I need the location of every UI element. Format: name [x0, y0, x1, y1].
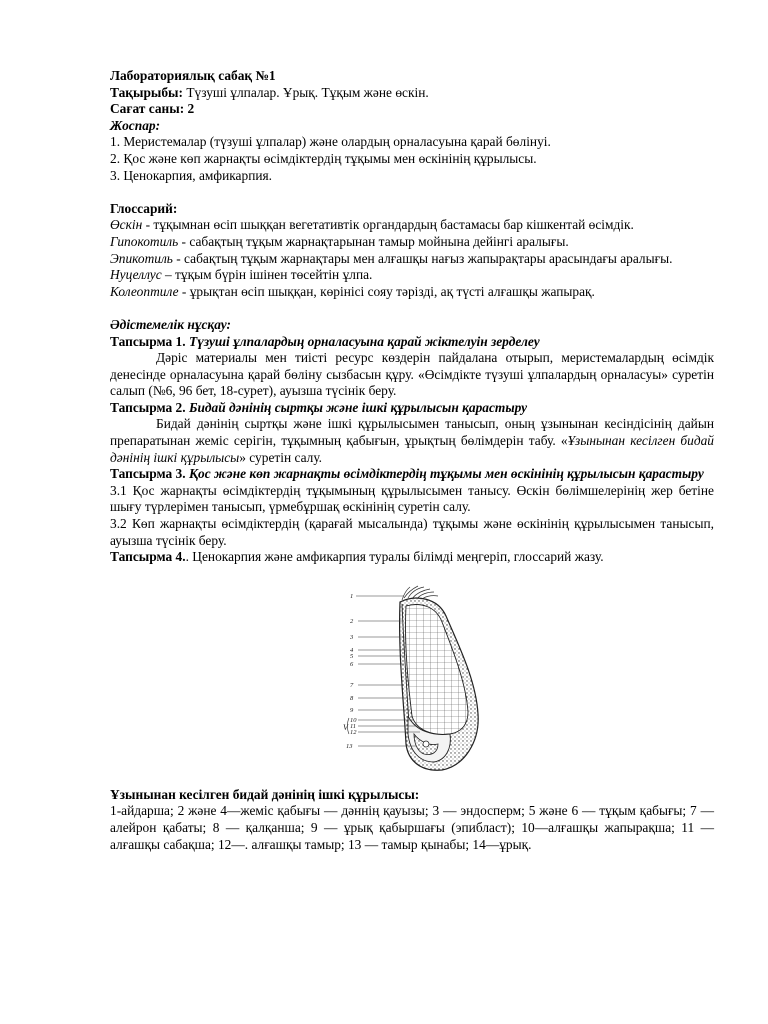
wheat-grain-figure [110, 584, 714, 774]
glossary-entry: Гипокотиль - сабақтың тұқым жарнақтарынан тамыр мойнына дейінгі аралығы. [110, 233, 569, 249]
fig-label-6: 6 [350, 660, 354, 668]
hours-line: Сағат саны: 2 [110, 101, 195, 117]
task3-heading: Тапсырма 3. Қос және көп жарнақты өсімдіктердің тұқымы мен өскінінің құрылысын қарастыру [110, 466, 704, 482]
fig-label-11: 11 [350, 722, 357, 730]
caption-text: 1-айдарша; 2 және 4—жеміс қабығы — дәннің қауызы; 3 — эндосперм; 5 және 6 — тұқым қабығы; 7 — алейрон қабаты; 8 — қалқанша; 9 — ұрық қабыршағы (эпибласт); 10—алғашқы жапырақша; 11 — алғашқы сабақша; 12—. алғашқы тамыр; 13 — тамыр қынабы; 14—ұрық. [110, 803, 714, 852]
fig-bracket-label: V [343, 722, 348, 732]
fig-label-4: 4 [350, 646, 354, 654]
fig-label-12: 12 [350, 728, 357, 736]
glossary-entry: Эпикотиль - сабақтың тұқым жарнақтары мен алғашқы нағыз жапырақтары арасындағы аралығы. [110, 250, 673, 266]
topic-line: Тақырыбы: Түзуші ұлпалар. Ұрық. Тұқым және өскін. [110, 84, 429, 100]
glossary-entry: Колеоптиле - ұрықтан өсіп шыққан, көрінісі сояу тәрізді, ақ түсті алғашқы жапырақ. [110, 283, 595, 299]
plan-item: 1. Меристемалар (түзуші ұлпалар) және олардың орналасуына қарай бөлінуі. [110, 134, 551, 150]
task3-p1: 3.1 Қос жарнақты өсімдіктердің тұқымының құрылысымен танысу. Өскін бөлімшелерінің жер бетіне шығу түрлерімен танысып, үрмебұршақ өскінінің суретін салу. [110, 482, 714, 515]
wheat-grain-section-drawing [343, 584, 496, 774]
plan-item: 2. Қос және көп жарнақты өсімдіктердің тұқымы мен өскінінің құрылысы. [110, 150, 537, 166]
fig-label-9: 9 [350, 706, 354, 714]
task4-line: Тапсырма 4.. Ценокарпия және амфикарпия туралы білімді меңгеріп, глоссарий жазу. [110, 549, 604, 565]
fig-label-3: 3 [350, 633, 354, 641]
fig-label-13: 13 [346, 742, 353, 750]
task1-body: Дәріс материалы мен тиісті ресурс көздерін пайдалана отырып, меристемалардың өсімдік денесінде орналасуына қарай бөліну сызбасын құру. «Өсімдікте түзуші ұлпалардың орналасуы» суретін салып (№6, 96 бет, 18-сурет), ауызша түсінік беру. [110, 350, 714, 399]
endosperm [405, 604, 468, 734]
task1-heading: Тапсырма 1. Түзуші ұлпалардың орналасуына қарай жіктелуін зерделеу [110, 333, 540, 349]
fig-label-1: 1 [350, 592, 354, 600]
lesson-title: Лабораториялық сабақ №1 [110, 68, 276, 83]
task3-p2: 3.2 Көп жарнақты өсімдіктердің (қарағай мысалында) тұқымы және өскінінің құрылысымен танысып, ауызша түсінік беру. [110, 516, 714, 548]
fig-label-7: 7 [350, 681, 354, 689]
plan-item: 3. Ценокарпия, амфикарпия. [110, 167, 273, 183]
document-body [110, 68, 714, 853]
fig-label-5: 5 [350, 652, 354, 660]
glossary-entry: Нуцеллус – тұқым бүрін ішінен төсейтін ұлпа. [110, 267, 373, 283]
glossary-entry: Өскін - тұқымнан өсіп шыққан вегетативтік органдардың бастамасы бар кішкентай өсімдік. [110, 217, 634, 233]
fig-label-8: 8 [350, 694, 354, 702]
caption-title: Ұзынынан кесілген бидай дәнінің ішкі құрылысы: [110, 786, 420, 802]
fig-label-2: 2 [350, 617, 354, 625]
method-title: Әдістемелік нұсқау: [110, 316, 231, 332]
task2-heading: Тапсырма 2. Бидай дәнінің сыртқы және ішкі құрылысын қарастыру [110, 399, 528, 415]
glossary-title: Глоссарий: [110, 200, 178, 216]
task2-body: Бидай дәнінің сыртқы және ішкі құрылысымен танысып, оның ұзынынан кесіндісінің дайын препаратынан жеміс серігін, тұқымның қабығын, ұрықтың бөлімдерін табу. «Ұзынынан кесілген бидай дәнінің ішкі құрылысы» суретін салу. [110, 416, 714, 465]
plan-label: Жоспар: [110, 117, 161, 133]
first-leaf [423, 741, 429, 747]
fig-label-10: 10 [350, 716, 357, 724]
